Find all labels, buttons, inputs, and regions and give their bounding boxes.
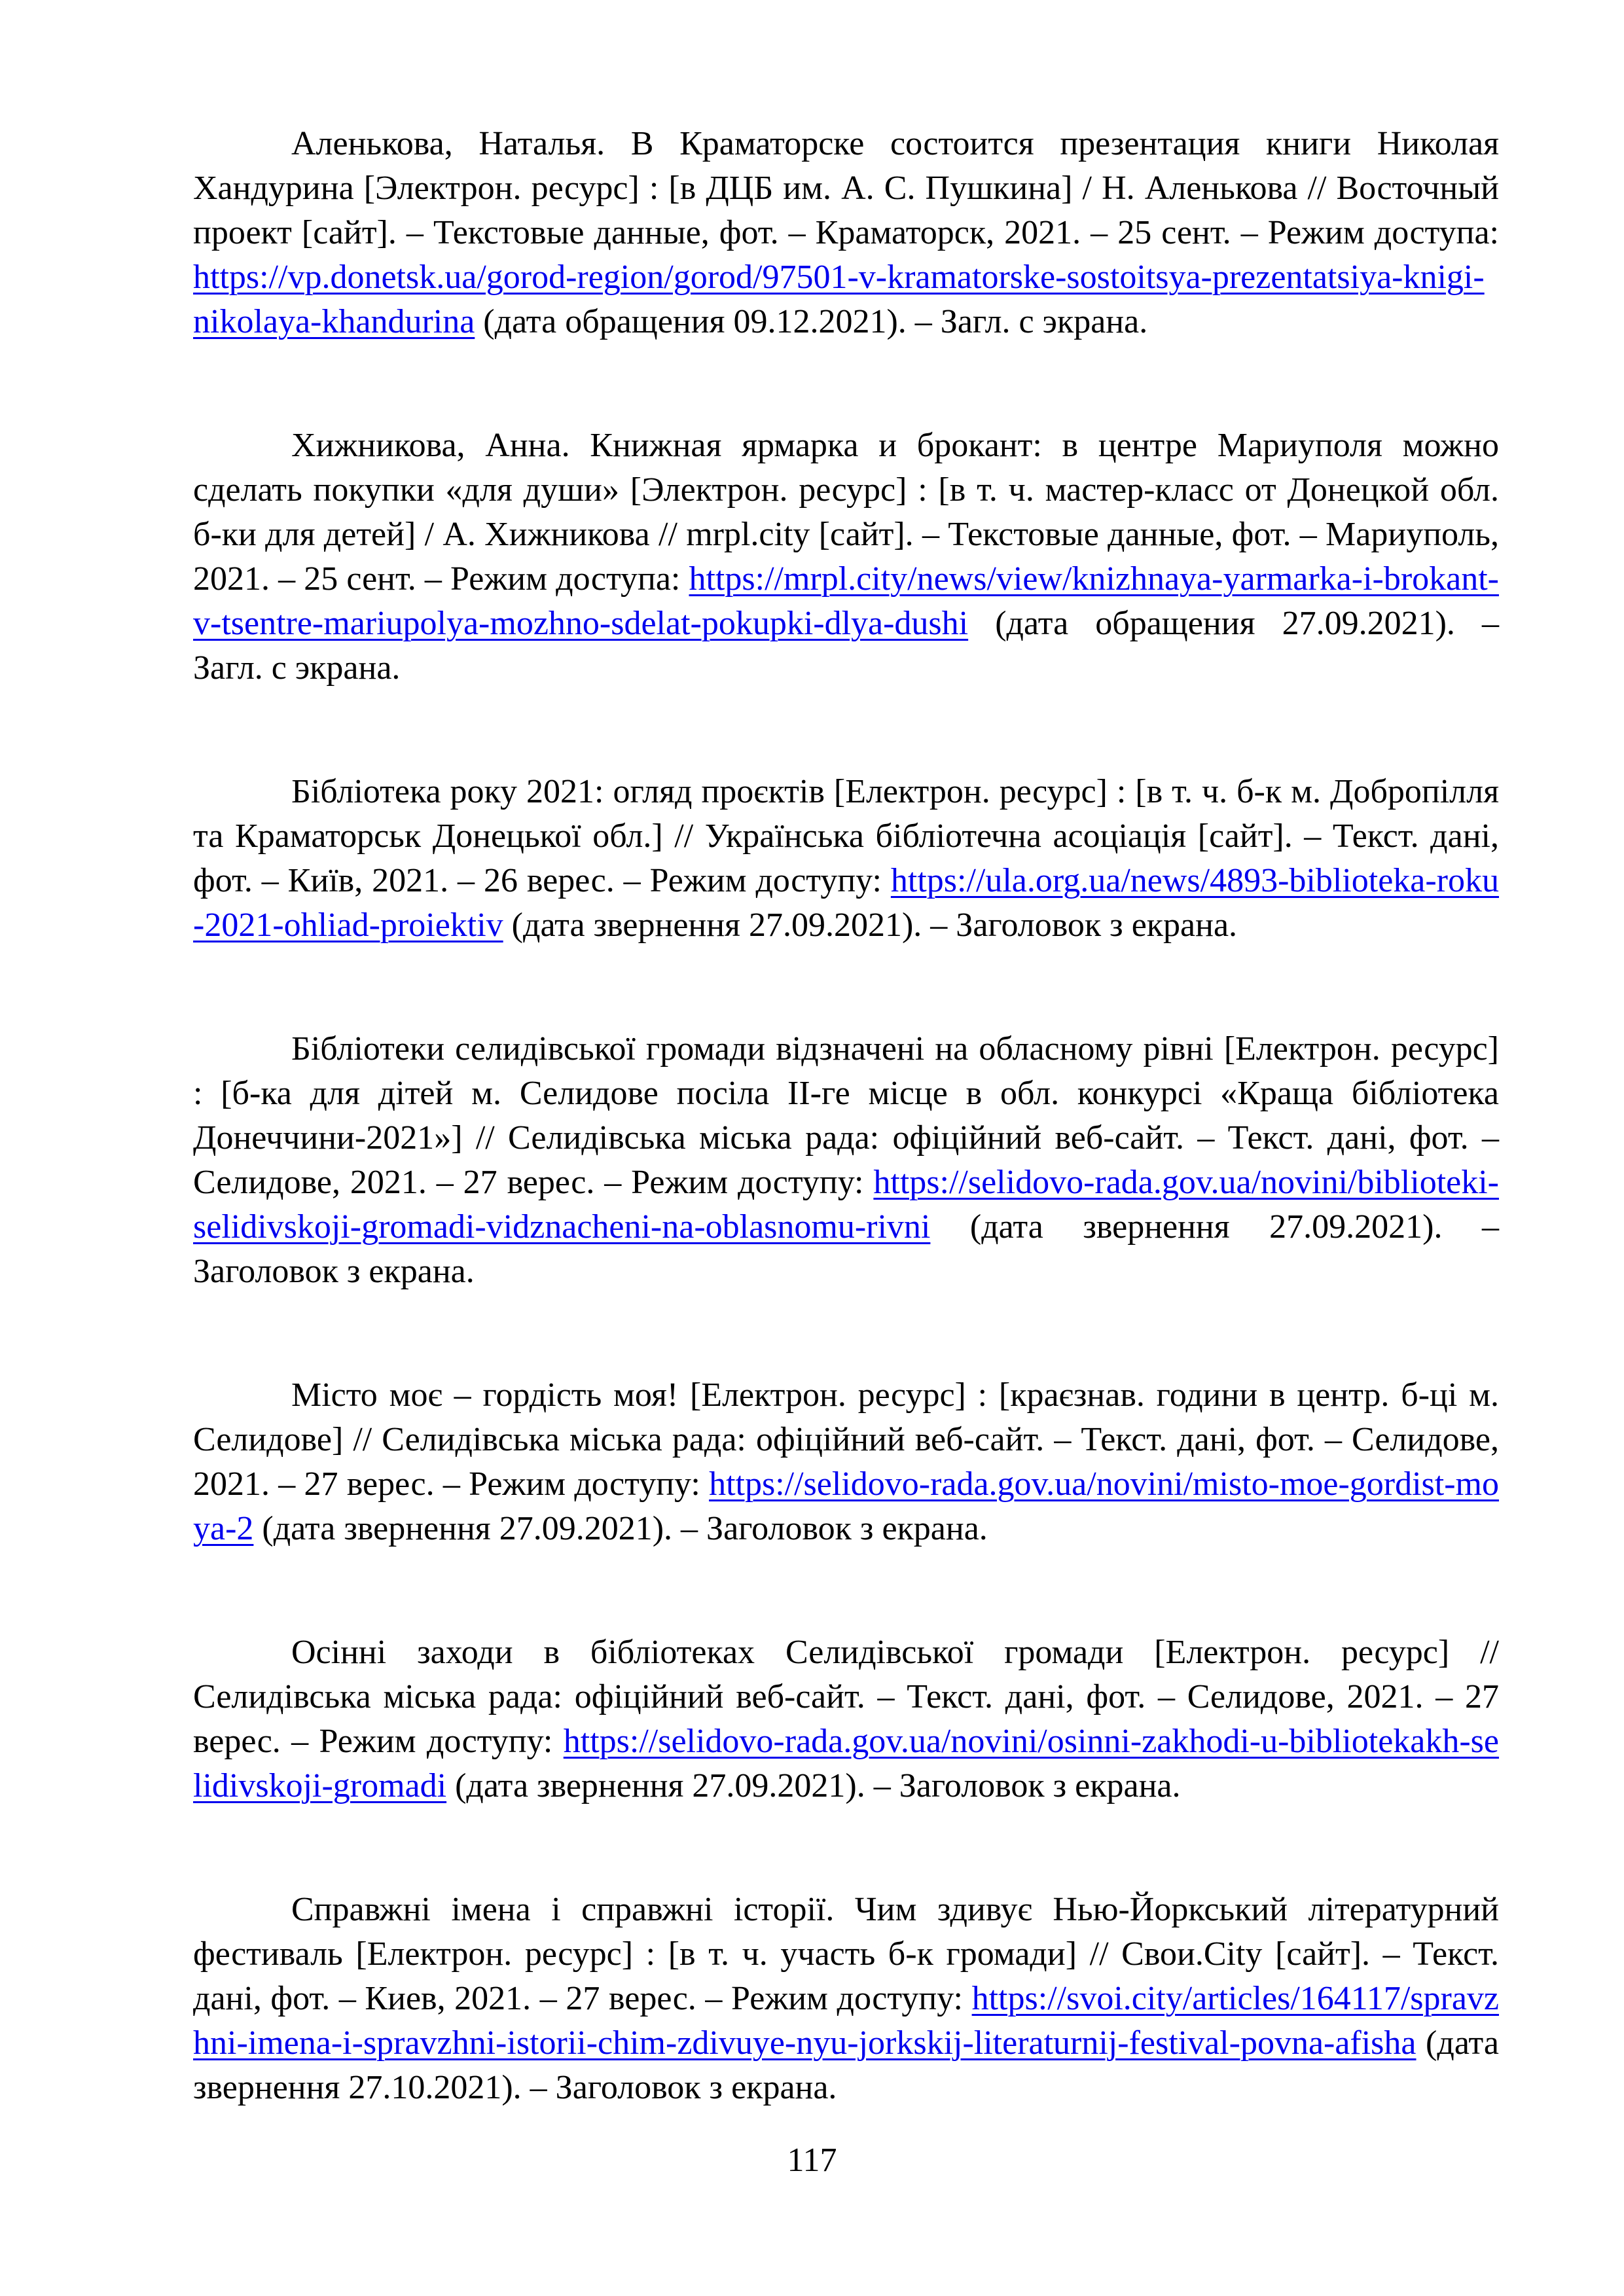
entry-text: Бібліотека року 2021: огляд проєктів [Електрон. ресурс] : [в т. ч. б-к м. Добропілля та Краматорськ Донецької обл.] // Українська бібліотечна асоціація [сайт]. – Текст. дані, фот. – Київ, 2021. – 26 верес. – Режим доступу: (193, 773, 1499, 899)
entry-text-after: (дата звернення 27.09.2021). – Заголовок з екрана. (253, 1510, 988, 1547)
page-number: 117 (787, 2142, 837, 2179)
entry-text: Аленькова, Наталья. В Краматорске состоится презентация книги Николая Хандурина [Электрон. ресурс] : [в ДЦБ им. А. С. Пушкина] / Н. Аленькова // Восточный проект [сайт]. – Текстовые данные, фот. – Краматорск, 2021. – 25 сент. – Режим доступа: (193, 125, 1499, 251)
entry-text: Осінні заходи в бібліотеках Селидівської громади [Електрон. ресурс] // Селидівська міська рада: офіційний веб-сайт. – Текст. дані, фот. – Селидове, 2021. – 27 верес. – Режим доступу: (193, 1634, 1499, 1760)
entry-text: Справжні імена і справжні історії. Чим здивує Нью-Йоркський літературний фестиваль [Електрон. ресурс] : [в т. ч. участь б-к громади] // Свои.City [сайт]. – Текст. дані, фот. – Киев, 2021. – 27 верес. – Режим доступу: (193, 1891, 1499, 2017)
entry-text: Хижникова, Анна. Книжная ярмарка и брокант: в центре Мариуполя можно сделать покупки «для души» [Электрон. ресурс] : [в т. ч. мастер-класс от Донецкой обл. б-ки для детей] / А. Хижникова // mrpl.city [сайт]. – Текстовые данные, фот. – Мариуполь, 2021. – 25 сент. – Режим доступа: (193, 427, 1499, 598)
entry-text-after: (дата обращения 27.09.2021). – Загл. с экрана. (193, 605, 1499, 687)
entry-link[interactable]: https://selidovo-rada.gov.ua/novini/biblioteki-selidivskoji-gromadi-vidznacheni-na-oblasnomu-rivni (193, 1164, 1499, 1246)
entry-text: Бібліотеки селидівської громади відзначені на обласному рівні [Електрон. ресурс] : [б-ка для дітей м. Селидове посіла ІІ-ге місце в обл. конкурсі «Краща бібліотека Донеччини-2021»] // Селидівська міська рада: офіційний веб-сайт. – Текст. дані, фот. – Селидове, 2021. – 27 верес. – Режим доступу: (193, 1030, 1499, 1201)
bibliography-entry-6 (193, 1630, 1499, 1808)
entry-link[interactable]: https://vp.donetsk.ua/gorod-region/gorod/97501-v-kramatorske-sostoitsya-prezentatsiya-knigi-nikolaya-khandurina (193, 259, 1485, 340)
entry-link[interactable]: https://selidovo-rada.gov.ua/novini/misto-moe-gordist-moya-2 (193, 1465, 1499, 1547)
entry-text-after: (дата звернення 27.09.2021). – Заголовок з екрана. (446, 1767, 1181, 1804)
bibliography-entry-7 (193, 1888, 1499, 2110)
bibliography-entry-3 (193, 770, 1499, 948)
entry-link[interactable]: https://mrpl.city/news/view/knizhnaya-yarmarka-i-brokant-v-tsentre-mariupolya-mozhno-sdelat-pokupki-dlya-dushi (193, 560, 1499, 642)
document-page (193, 122, 1499, 2189)
entry-link[interactable]: https://selidovo-rada.gov.ua/novini/osinni-zakhodi-u-bibliotekakh-selidivskoji-gromadi (193, 1723, 1499, 1804)
entry-link[interactable]: https://svoi.city/articles/164117/spravzhni-imena-i-spravzhni-istorii-chim-zdivuye-nyu-jorkskij-literaturnij-festival-povna-afisha (193, 1980, 1499, 2062)
entry-text-after: (дата обращения 09.12.2021). – Загл. с экрана. (475, 303, 1148, 340)
entry-text: Місто моє – гордість моя! [Електрон. ресурс] : [краєзнав. години в центр. б-ці м. Селидове] // Селидівська міська рада: офіційний веб-сайт. – Текст. дані, фот. – Селидове, 2021. – 27 верес. – Режим доступу: (193, 1376, 1499, 1503)
bibliography-entry-5 (193, 1373, 1499, 1551)
entry-text-after: (дата звернення 27.09.2021). – Заголовок з екрана. (503, 906, 1238, 944)
entry-link[interactable]: https://ula.org.ua/news/4893-biblioteka-roku-2021-ohliad-proiektiv (193, 862, 1499, 944)
bibliography-entry-2 (193, 423, 1499, 691)
entry-text-after: (дата звернення 27.09.2021). – Заголовок з екрана. (193, 1208, 1499, 1290)
bibliography-entry-4 (193, 1027, 1499, 1294)
bibliography-entry-1 (193, 122, 1499, 344)
entry-text-after: (дата звернення 27.10.2021). – Заголовок з екрана. (193, 2024, 1499, 2106)
